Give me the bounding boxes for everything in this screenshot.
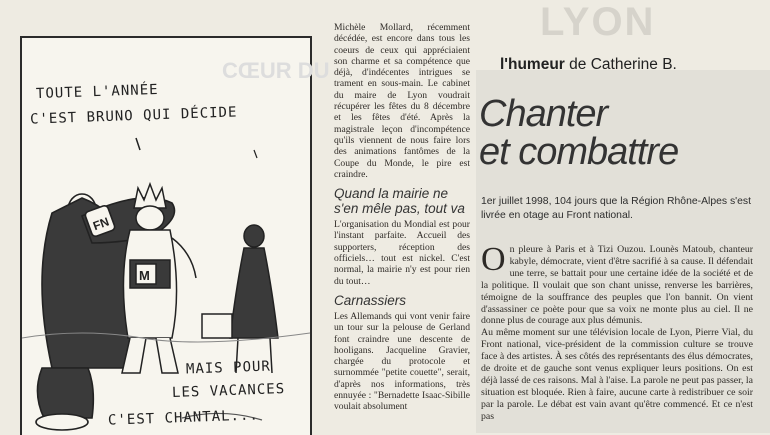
cartoon-panel [20, 36, 330, 435]
column-rubric [500, 56, 677, 74]
cartoon-caption-line4: LES VACANCES [171, 381, 286, 401]
svg-text:M: M [139, 268, 150, 283]
rubric-bold: l'humeur [500, 56, 565, 73]
middle-paragraph-3: Les Allemands qui vont venir faire un tour sur la pelouse de Gerland font craindre une descente de hooligans. Jacqueline Gravier, chargée du protocole et surnommée "petite couette", serait, d'après nos informations, très ennuyée : "Bernadette Isaac-Sibille voulait absolument [334, 310, 470, 413]
middle-paragraph-1: Michèle Mollard, récemment décédée, est encore dans tous les coeurs de ceux qui appréciaient son charme et sa compétence que déjà, d'indécentes intrigues se trament en sous-main. Le cabinet du maire de Lyon voudrait récupérer les fêtes du 8 décembre et les fêtes d'été. Après la magistrale leçon d'incompétence qu'ils viennent de nous faire lors des animations fantômes de la Coupe du Monde, le pire est craindre. [334, 22, 470, 180]
cartoon-caption-line5: C'EST CHANTAL... [107, 407, 260, 429]
drop-cap: O [481, 241, 506, 278]
middle-news-column [334, 22, 470, 413]
faded-header-word: LYON [540, 0, 656, 44]
svg-text:FN: FN [91, 214, 111, 234]
article-paragraph-1 [481, 241, 753, 327]
article-body [481, 241, 753, 423]
middle-paragraph-2: L'organisation du Mondial est pour l'instant parfaite. Accueil des supporters, réception des officiels… tout est nickel. C'est normal, la mairie n'y est pour rien du tout… [334, 219, 470, 287]
woman-figure [202, 225, 278, 373]
middle-subhead-1: Quand la mairie ne s'en mêle pas, tout va [334, 186, 465, 217]
headline-line2: et combattre [479, 131, 679, 173]
article-lead: 1er juillet 1998, 104 jours que la Région Rhône-Alpes s'est livrée en otage au Front national. [481, 196, 751, 221]
rubric-author: de Catherine B. [564, 56, 677, 73]
cartoon-bg-text: CŒUR DU [222, 58, 330, 83]
cartoon-caption-line3: MAIS POUR [185, 358, 272, 378]
middle-subhead-2: Carnassiers [334, 292, 407, 308]
headline-line1: Chanter [479, 93, 608, 135]
article-paragraph-2: Au même moment sur une télévision locale de Lyon, Pierre Vial, du Front national, vice-président de la commission culture se trouve face à des artistes. À ses côtés des représentants des élus démocrates, de droite et de gauche sont venus expliquer leurs positions. On est déjà lassé de ces raisons. Mal à l'aise. La parole ne peut pas passer, la situation est bloquée. Rien à faire, aucune carte à redistribuer ce soir par la parole. Le débat est vain avant qu'être commencé. Et ce n'est pas [481, 327, 753, 422]
cartoon-caption-line1: TOUTE L'ANNÉE [35, 81, 159, 103]
cartoon-caption-line2: C'EST BRUNO QUI DÉCIDE [29, 104, 238, 128]
faded-header-text [540, 0, 770, 50]
article-headline [479, 95, 678, 171]
article-paragraph-1-text: n pleure à Paris et à Tizi Ouzou. Lounès Matoub, chanteur kabyle, démocrate, vient d'être sacrifié à sa cause. Il défendait une terre, se battait pour une certaine idée de la société et de la politique. Il voulait que son chant unisse, renverse les barrières, témoigne de la souffrance des peuples que l'on bannit. On vient d'assassiner ce poète pour que sa voix ne monte plus au ciel. Il ne donne plus de courage aux plus démunis. [481, 244, 753, 327]
